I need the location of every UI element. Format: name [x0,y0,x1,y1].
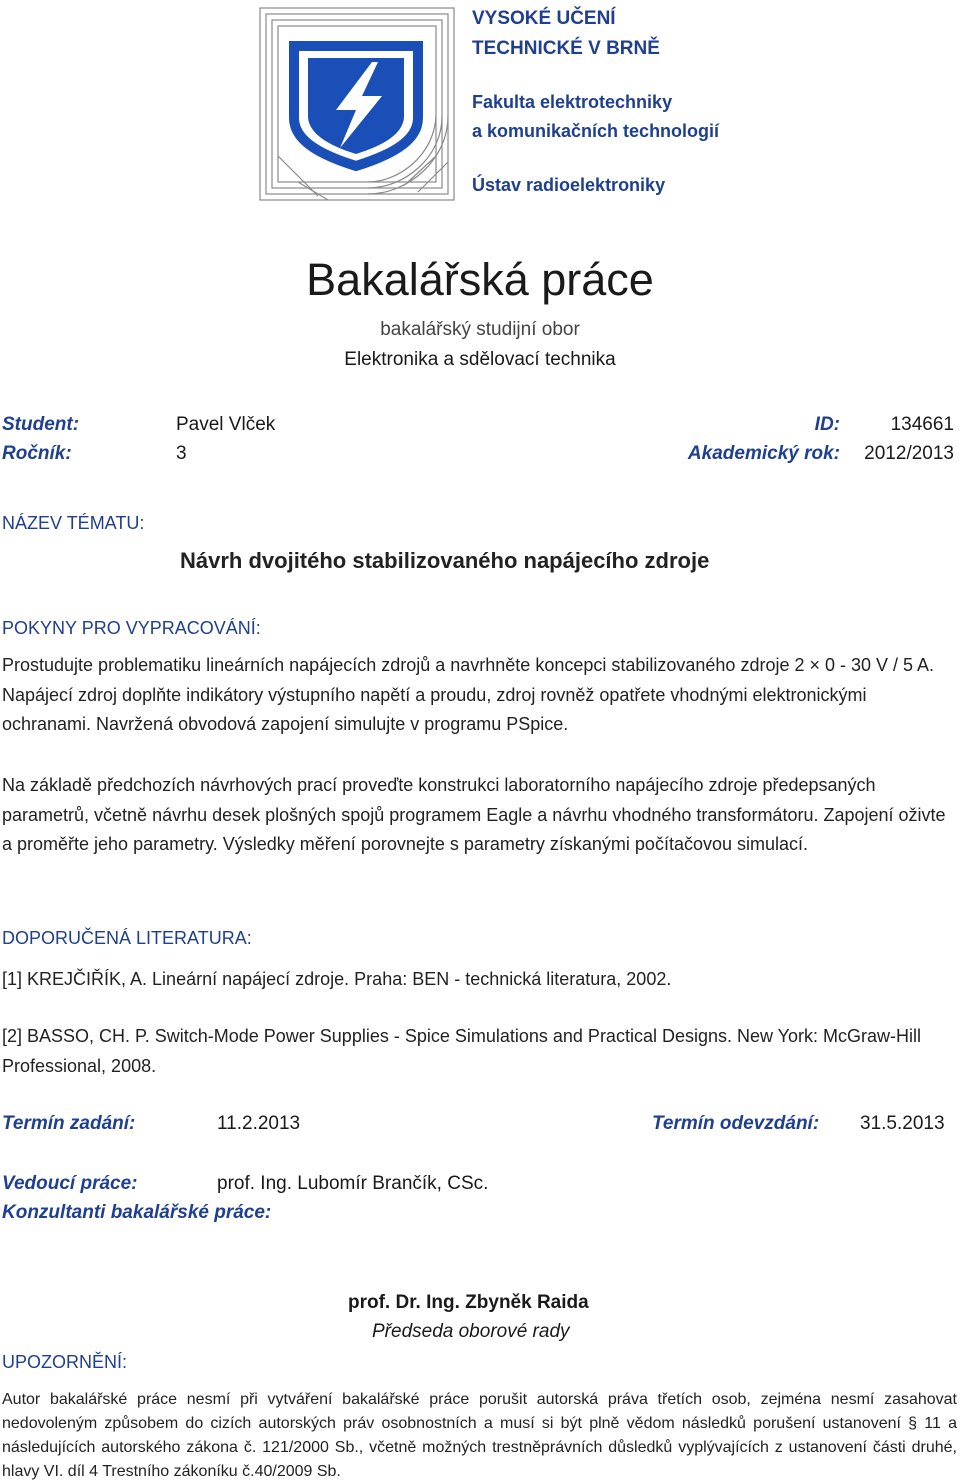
instructions-heading: POKYNY PRO VYPRACOVÁNÍ: [2,618,261,638]
institute-name: Ústav radioelektroniky [472,175,666,195]
faculty-name-line2: a komunikačních technologií [472,121,720,141]
document-title: Bakalářská práce [306,254,654,305]
warning-heading: UPOZORNĚNÍ: [2,1352,128,1372]
topic-heading: NÁZEV TÉMATU: [2,513,145,533]
student-name: Pavel Vlček [176,414,276,435]
study-field: Elektronika a sdělovací technika [344,349,616,370]
student-id-value: 134661 [890,414,954,435]
university-name-line2: TECHNICKÉ V BRNĚ [472,38,660,59]
literature-item: [2] BASSO, CH. P. Switch-Mode Power Supplies - Spice Simulations and Practical Designs. New York: McGraw-Hill Professional, 2008. [2,1026,922,1076]
year-label: Ročník: [2,443,72,464]
due-date-label: Termín odevzdání: [652,1113,820,1134]
student-id-label: ID: [814,414,840,435]
warning-text: Autor bakalářské práce nesmí při vytváření bakalářské práce porušit autorská práva třetích osob, zejména nesmí zasahovat nedovoleným způsobem do cizích autorských práv osobnostních a musí si být plně vědom následků porušení ustanovení § 11 a následujících autorského zákona č. 121/2000 Sb., včetně možných trestněprávních důsledků vyplývajících z ustanovení části druhé, hlavy VI. díl 4 Trestního zákoníku č.40/2009 Sb. [2,1391,957,1480]
board-chair-role: Předseda oborové rady [372,1321,570,1342]
due-date-value: 31.5.2013 [860,1113,945,1134]
academic-year-value: 2012/2013 [864,443,954,464]
assignment-date-value: 11.2.2013 [217,1113,301,1134]
academic-year-label: Akademický rok: [687,443,840,464]
assignment-date-label: Termín zadání: [2,1113,136,1134]
literature-heading: DOPORUČENÁ LITERATURA: [2,928,252,948]
instructions-paragraph-1: Prostudujte problematiku lineárních napájecích zdrojů a navrhněte koncepci stabilizovaného zdroje 2 × 0 - 30 V / 5 A. Napájecí zdroj doplňte indikátory výstupního napětí a proudu, zdroj rovněž opatřete vhodnými elektronickými ochranami. Navržená obvodová zapojení simulujte v programu PSpice. [2,655,935,734]
faculty-name-line1: Fakulta elektrotechniky [472,92,673,112]
year-value: 3 [176,443,187,464]
board-chair-name: prof. Dr. Ing. Zbyněk Raida [348,1292,589,1313]
topic-title: Návrh dvojitého stabilizovaného napájecího zdroje [180,548,710,573]
university-logo-icon [258,6,456,202]
university-name-line1: VYSOKÉ UČENÍ [472,8,616,29]
supervisor-label: Vedoucí práce: [2,1173,138,1194]
supervisor-name: prof. Ing. Lubomír Brančík, CSc. [217,1173,489,1194]
student-label: Student: [2,414,80,435]
instructions-paragraph-2: Na základě předchozích návrhových prací proveďte konstrukci laboratorního napájecího zdroje předepsaných parametrů, včetně návrhu desek plošných spojů programem Eagle a návrhu vhodného transformátoru. Zapojení oživte a proměřte jeho parametry. Výsledky měření porovnejte s parametry získanými počítačovou simulací. [2,775,946,854]
study-programme: bakalářský studijní obor [380,319,580,340]
literature-item: [1] KREJČIŘÍK, A. Lineární napájecí zdroje. Praha: BEN - technická literatura, 2002. [2,969,672,989]
consultants-label: Konzultanti bakalářské práce: [2,1202,272,1223]
